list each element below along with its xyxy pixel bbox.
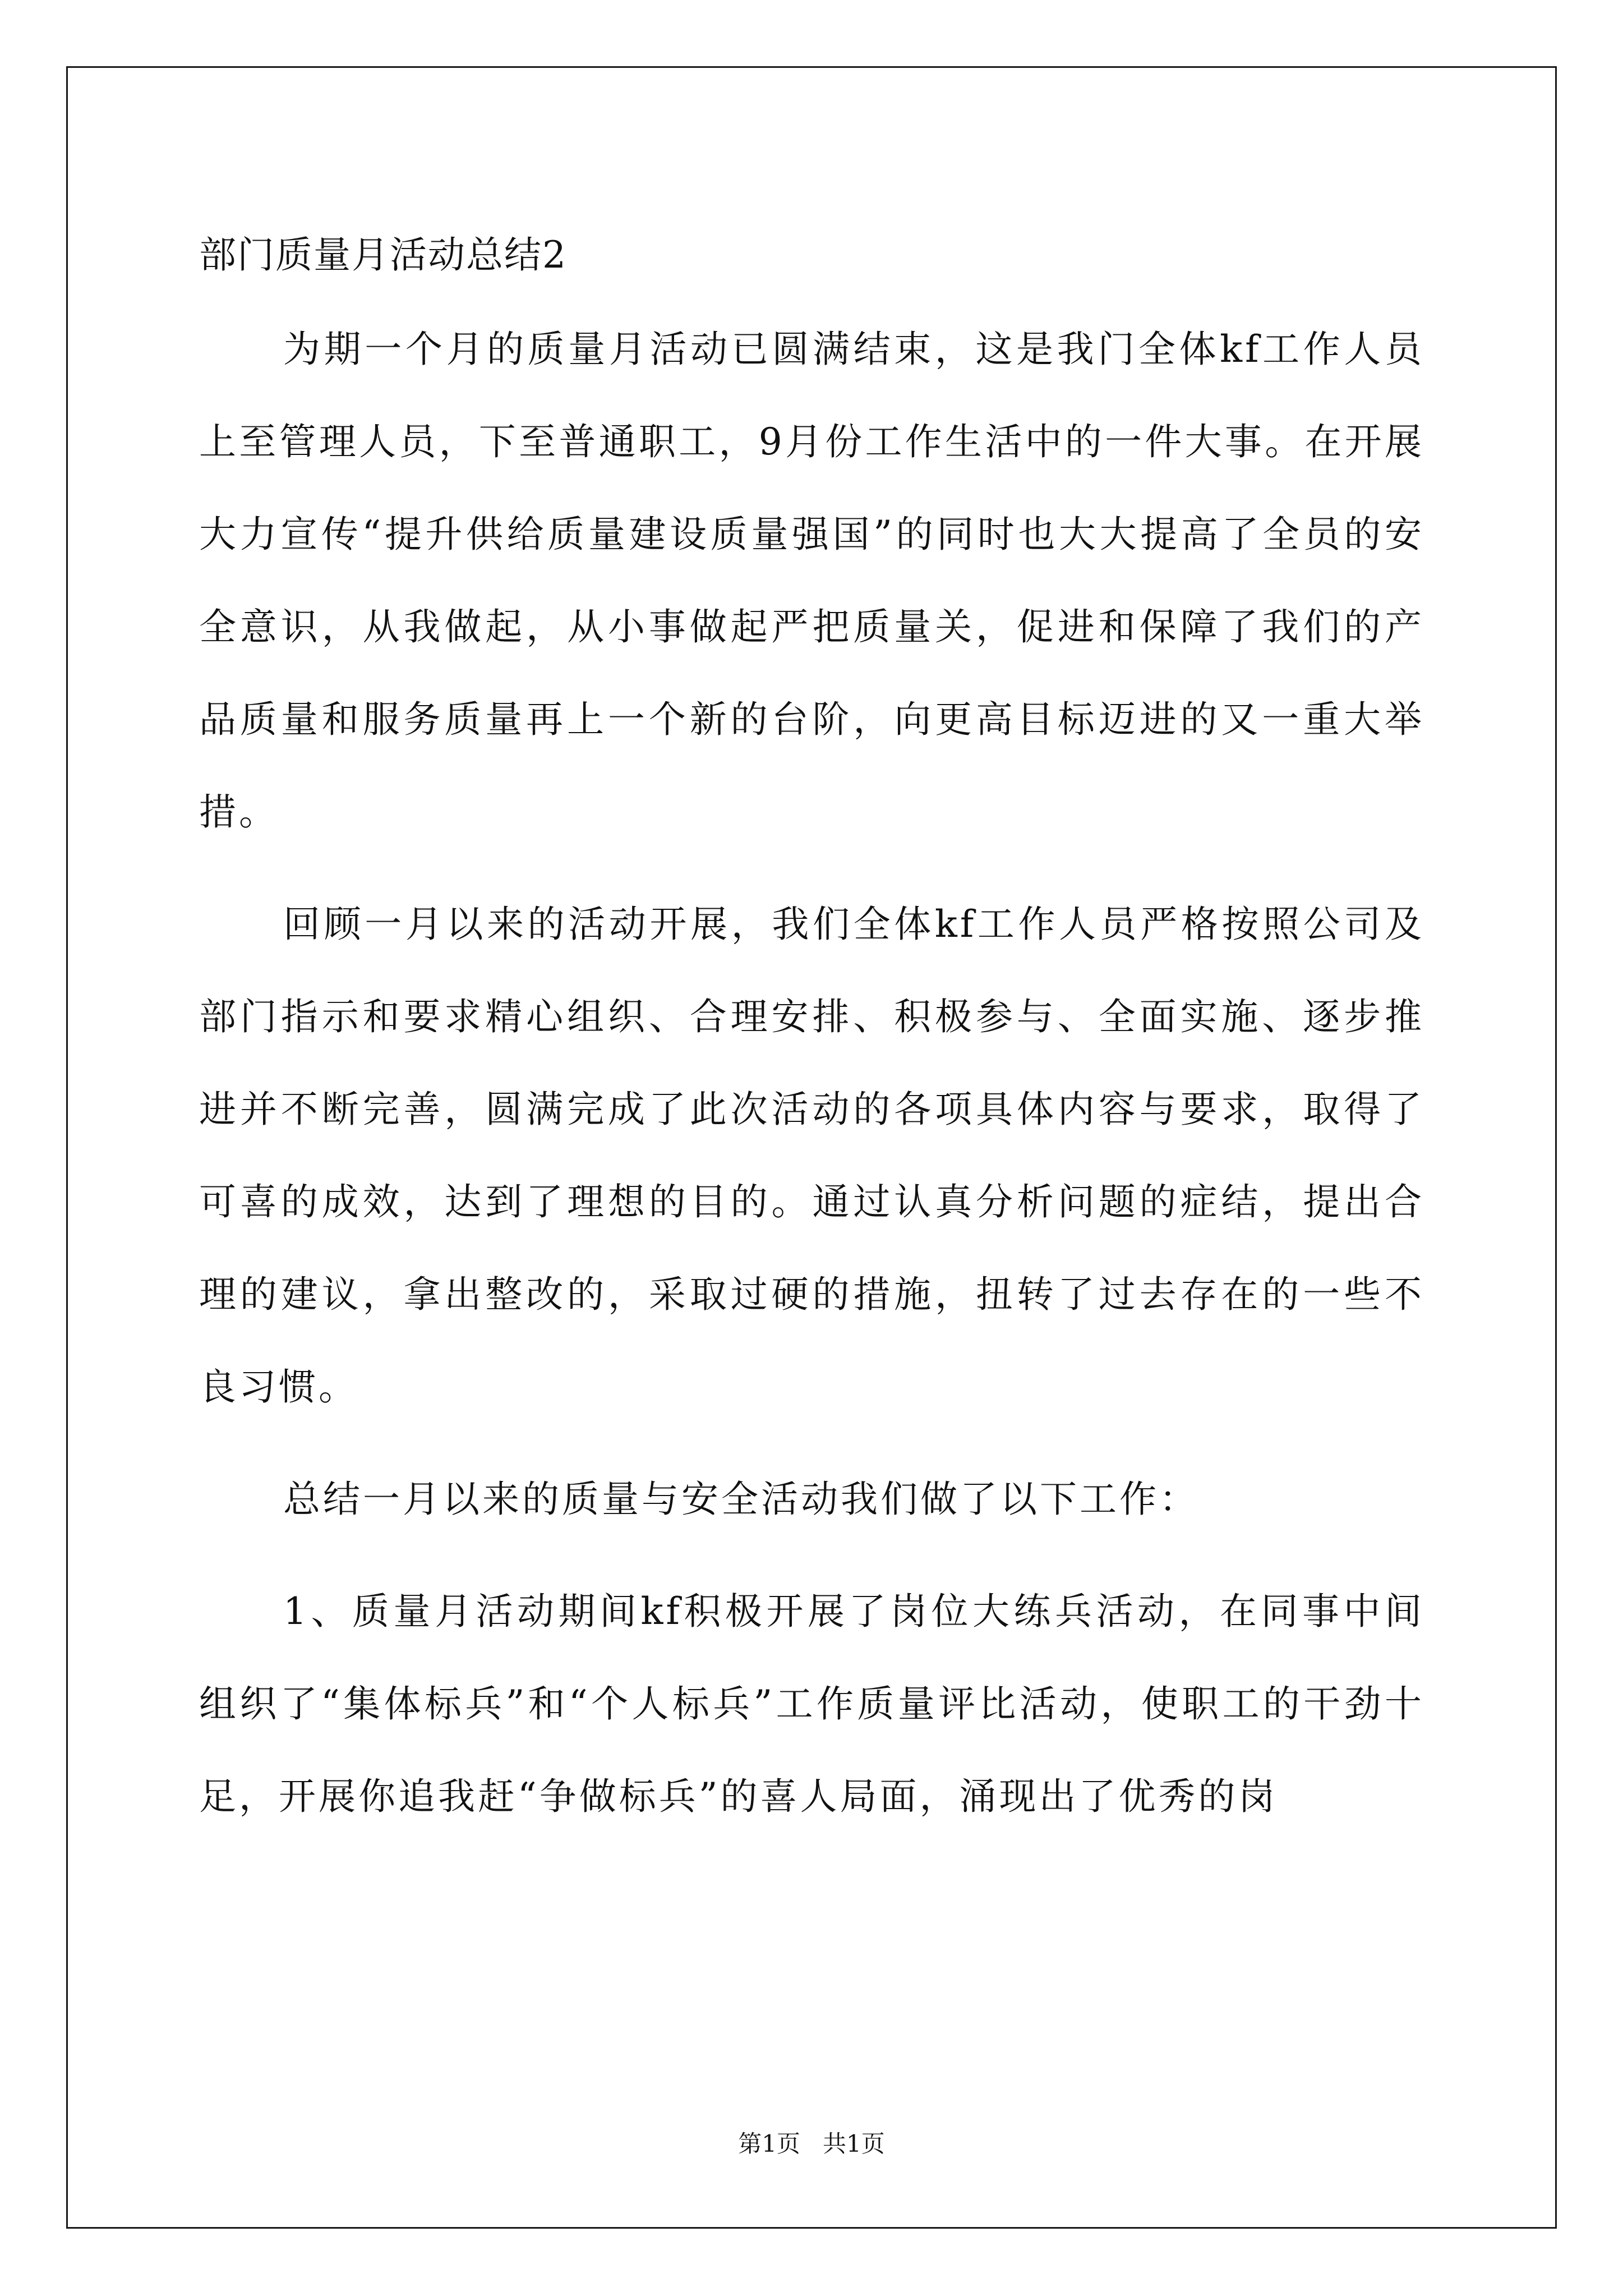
paragraph-review: 回顾一月以来的活动开展，我们全体kf工作人员严格按照公司及部门指示和要求精心组织、合理安排、积极参与、全面实施、逐步推进并不断完善，圆满完成了此次活动的各项具体内容与要求，取得了可喜的成效，达到了理想的目的。通过认真分析问题的症结，提出合理的建议，拿出整改的，采取过硬的措施，扭转了过去存在的一些不良习惯。 bbox=[199, 903, 1424, 1409]
paragraph-item-1: 1、质量月活动期间kf积极开展了岗位大练兵活动，在同事中间组织了“集体标兵”和“个人标兵”工作质量评比活动，使职工的干劲十足，开展你追我赶“争做标兵”的喜人局面，涌现出了优秀的岗 bbox=[199, 1590, 1424, 1818]
page-total: 共1页 bbox=[823, 2130, 885, 2157]
paragraph-intro: 为期一个月的质量月活动已圆满结束，这是我门全体kf工作人员上至管理人员，下至普通职工，9月份工作生活中的一件大事。在开展大力宣传“提升供给质量建设质量强国”的同时也大大提高了全员的安全意识，从我做起，从小事做起严把质量关，促进和保障了我们的产品质量和服务质量再上一个新的台阶，向更高目标迈进的又一重大举措。 bbox=[199, 328, 1424, 834]
page-number: 第1页 bbox=[738, 2130, 800, 2157]
document-title: 部门质量月活动总结2 bbox=[199, 233, 567, 277]
page-footer bbox=[0, 2127, 1623, 2161]
document-body bbox=[199, 222, 1424, 1843]
paragraph-summary-lead: 总结一月以来的质量与安全活动我们做了以下工作： bbox=[283, 1478, 1199, 1521]
